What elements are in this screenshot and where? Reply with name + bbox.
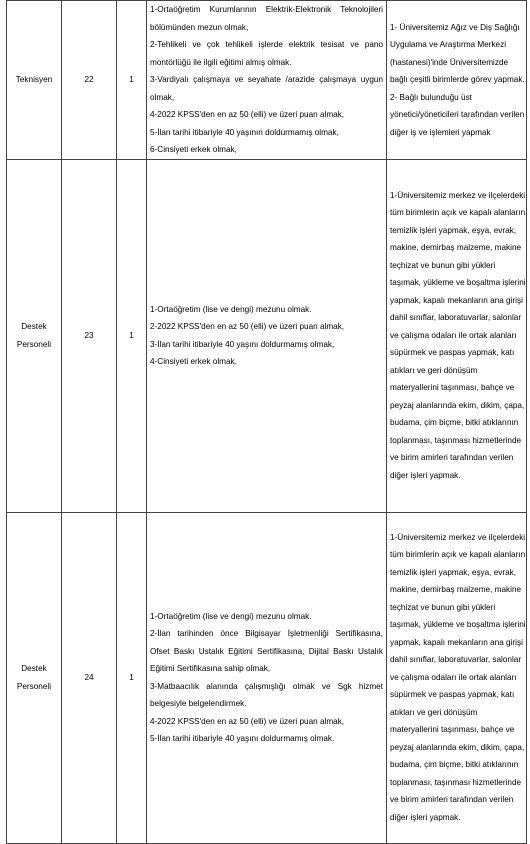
duty-line: temizlik işleri yapmak, eşya, evrak,	[390, 567, 517, 577]
duty-line: toplanması, taşınması hizmetlerinde	[390, 777, 522, 787]
requirement-line: 1-Ortaöğretim (lise ve dengi) mezunu olmak.	[150, 304, 312, 314]
duty-line: diğer işleri yapmak.	[390, 470, 461, 480]
position-code-cell: 22	[62, 1, 117, 160]
duty-line: peyzaj alanlarında ekim, dikim, çapa,	[390, 742, 525, 752]
table-row	[7, 159, 527, 512]
duty-line: budama, çim biçme, bitki atıklarının	[390, 760, 519, 770]
position-count-cell: 1	[117, 159, 147, 512]
requirement-line: olmak,	[150, 92, 175, 102]
duty-line: teçhizat ve bunun gibi yükleri	[390, 260, 496, 270]
requirement-line: 4-2022 KPSS'den en az 50 (elli) ve üzeri puan almak,	[150, 716, 345, 726]
duty-line: teçhizat ve bunun gibi yükleri	[390, 602, 496, 612]
requirements-cell	[147, 1, 387, 160]
duty-line: ve çalışma odaları ile ortak alanları	[390, 672, 517, 682]
duties-cell	[387, 512, 527, 843]
table-row	[7, 512, 527, 843]
duty-line: budama, çim biçme, bitki atıklarının	[390, 418, 519, 428]
requirement-line: 5-İlan tarihi itibariyle 40 yaşının doldurmamış olmak,	[150, 127, 339, 137]
requirement-line: 3-Matbaacılık alanında çalışmışlığı olmak ve Sgk hizmet	[150, 681, 383, 691]
requirement-line: bölümünden mezun olmak,	[150, 22, 249, 32]
position-title-cell	[7, 512, 62, 843]
duty-line: materyallerini taşınması, bahçe ve	[390, 725, 515, 735]
position-code-cell: 23	[62, 159, 117, 512]
duties-cell	[387, 159, 527, 512]
duty-line: makine, demirbaş malzeme, makine	[390, 243, 522, 253]
requirements-cell	[147, 159, 387, 512]
requirements-cell	[147, 512, 387, 843]
requirement-line: 1-Ortaöğretim (lise ve dengi) mezunu olmak.	[150, 611, 312, 621]
position-title-cell	[7, 159, 62, 512]
position-title-line: Destek	[21, 664, 47, 673]
duty-line: Uygulama ve Araştırma Merkezi	[390, 40, 507, 49]
position-title-cell	[7, 1, 62, 160]
duty-line: tüm birimlerin açık ve kapalı alanların	[390, 550, 526, 560]
duty-line: toplanması, taşınması hizmetlerinde	[390, 435, 522, 445]
duty-line: atıkları ve geri dönüşüm	[390, 365, 478, 375]
positions-table	[6, 0, 527, 844]
positions-table-body	[7, 1, 527, 844]
duty-line: yapmak, kapalı mekanların ana girişi	[390, 295, 523, 305]
duty-line: süpürmek ve paspas yapmak, katı	[390, 690, 515, 700]
requirement-line: Eğitimi Sertifikasına sahip olmak,	[150, 664, 271, 673]
duty-line: ve çalışma odaları ile ortak alanları	[390, 330, 517, 340]
requirement-line: 3-İlan tarihi itibariyle 40 yaşını doldurmamış olmak,	[150, 339, 335, 349]
requirement-line: 5-İlan tarihi itibariyle 40 yaşını doldurmamış olmak.	[150, 734, 335, 743]
requirement-line: montörlüğü ile ilgili eğitimi almış olmak.	[150, 57, 292, 67]
duties-cell	[387, 1, 527, 160]
requirement-line: 1-Ortaöğretim Kurumlarının Elektrik-Elektronik Teknolojileri	[150, 5, 383, 14]
duty-line: yönetici/yöneticileri tarafından verilen	[390, 110, 525, 119]
position-count-cell: 1	[117, 512, 147, 843]
duty-line: 1-Üniversitemiz merkez ve ilçelerdeki	[390, 532, 526, 542]
duty-line: 1- Üniversitemiz Ağız ve Diş Sağlığı	[390, 22, 520, 32]
duty-line: 1-Üniversitemiz merkez ve ilçelerdeki	[390, 190, 526, 200]
position-code-cell: 24	[62, 512, 117, 843]
duty-line: diğer iş ve işlemleri yapmak	[390, 127, 491, 137]
requirement-line: 3-Vardiyalı çalışmaya ve seyahate /arazide çalışmaya uygun	[150, 75, 383, 84]
duty-line: peyzaj alanlarında ekim, dikim, çapa,	[390, 400, 525, 410]
duty-line: diğer işleri yapmak.	[390, 812, 461, 822]
duty-line: ve birim amirleri tarafından verilen	[390, 795, 514, 805]
duty-line: (hastanesi)'inde Üniversitemizde	[390, 57, 509, 67]
duty-line: dahil sınıflar, laboratuvarlar, salonlar	[390, 655, 522, 665]
duty-line: bağlı çeşitli birimlerde görev yapmak.	[390, 75, 525, 84]
position-title-line: Personeli	[16, 681, 52, 691]
duty-line: 2- Bağlı bulunduğu üst	[390, 92, 472, 102]
position-count-cell: 1	[117, 1, 147, 160]
duty-line: dahil sınıflar, laboratuvarlar, salonlar	[390, 313, 522, 323]
duty-line: taşımak, yükleme ve boşaltma işlerini	[390, 620, 526, 630]
duty-line: yapmak, kapalı mekanların ana girişi	[390, 637, 523, 647]
requirement-line: belgesiyle belgelendirmek.	[150, 699, 247, 708]
duty-line: makine, demirbaş malzeme, makine	[390, 585, 522, 595]
requirement-line: 2-İlan tarihinden önce Bilgisayar İşletmenliği Sertifikasına,	[150, 629, 383, 638]
duty-line: tüm birimlerin açık ve kapalı alanların	[390, 208, 526, 218]
duty-line: materyallerini taşınması, bahçe ve	[390, 383, 515, 393]
duty-line: taşımak, yükleme ve boşaltma işlerini	[390, 278, 526, 288]
duty-line: süpürmek ve paspas yapmak, katı	[390, 348, 515, 358]
table-row	[7, 1, 527, 160]
duty-line: atıkları ve geri dönüşüm	[390, 707, 478, 717]
requirement-line: 2-Tehlikeli ve çok tehlikeli işlerde elektrik tesisat ve pano	[150, 40, 383, 49]
requirement-line: 2-2022 KPSS'den en az 50 (elli) ve üzeri puan almak,	[150, 322, 345, 331]
position-title-line: Teknisyen	[15, 75, 53, 84]
requirement-line: 6-Cinsiyeti erkek olmak,	[150, 145, 237, 154]
position-title-line: Destek	[21, 322, 47, 331]
duty-line: ve birim amirleri tarafından verilen	[390, 453, 514, 463]
requirement-line: 4-Cinsiyeti erkek olmak.	[150, 357, 237, 366]
duty-line: temizlik işleri yapmak, eşya, evrak,	[390, 225, 517, 235]
position-title-line: Personeli	[16, 339, 52, 349]
requirement-line: Ofset Baskı Ustalık Eğitimi Sertifikasına, Dijital Baskı Ustalık	[150, 646, 383, 656]
requirement-line: 4-2022 KPSS'den en az 50 (elli) ve üzeri puan almak,	[150, 110, 345, 119]
